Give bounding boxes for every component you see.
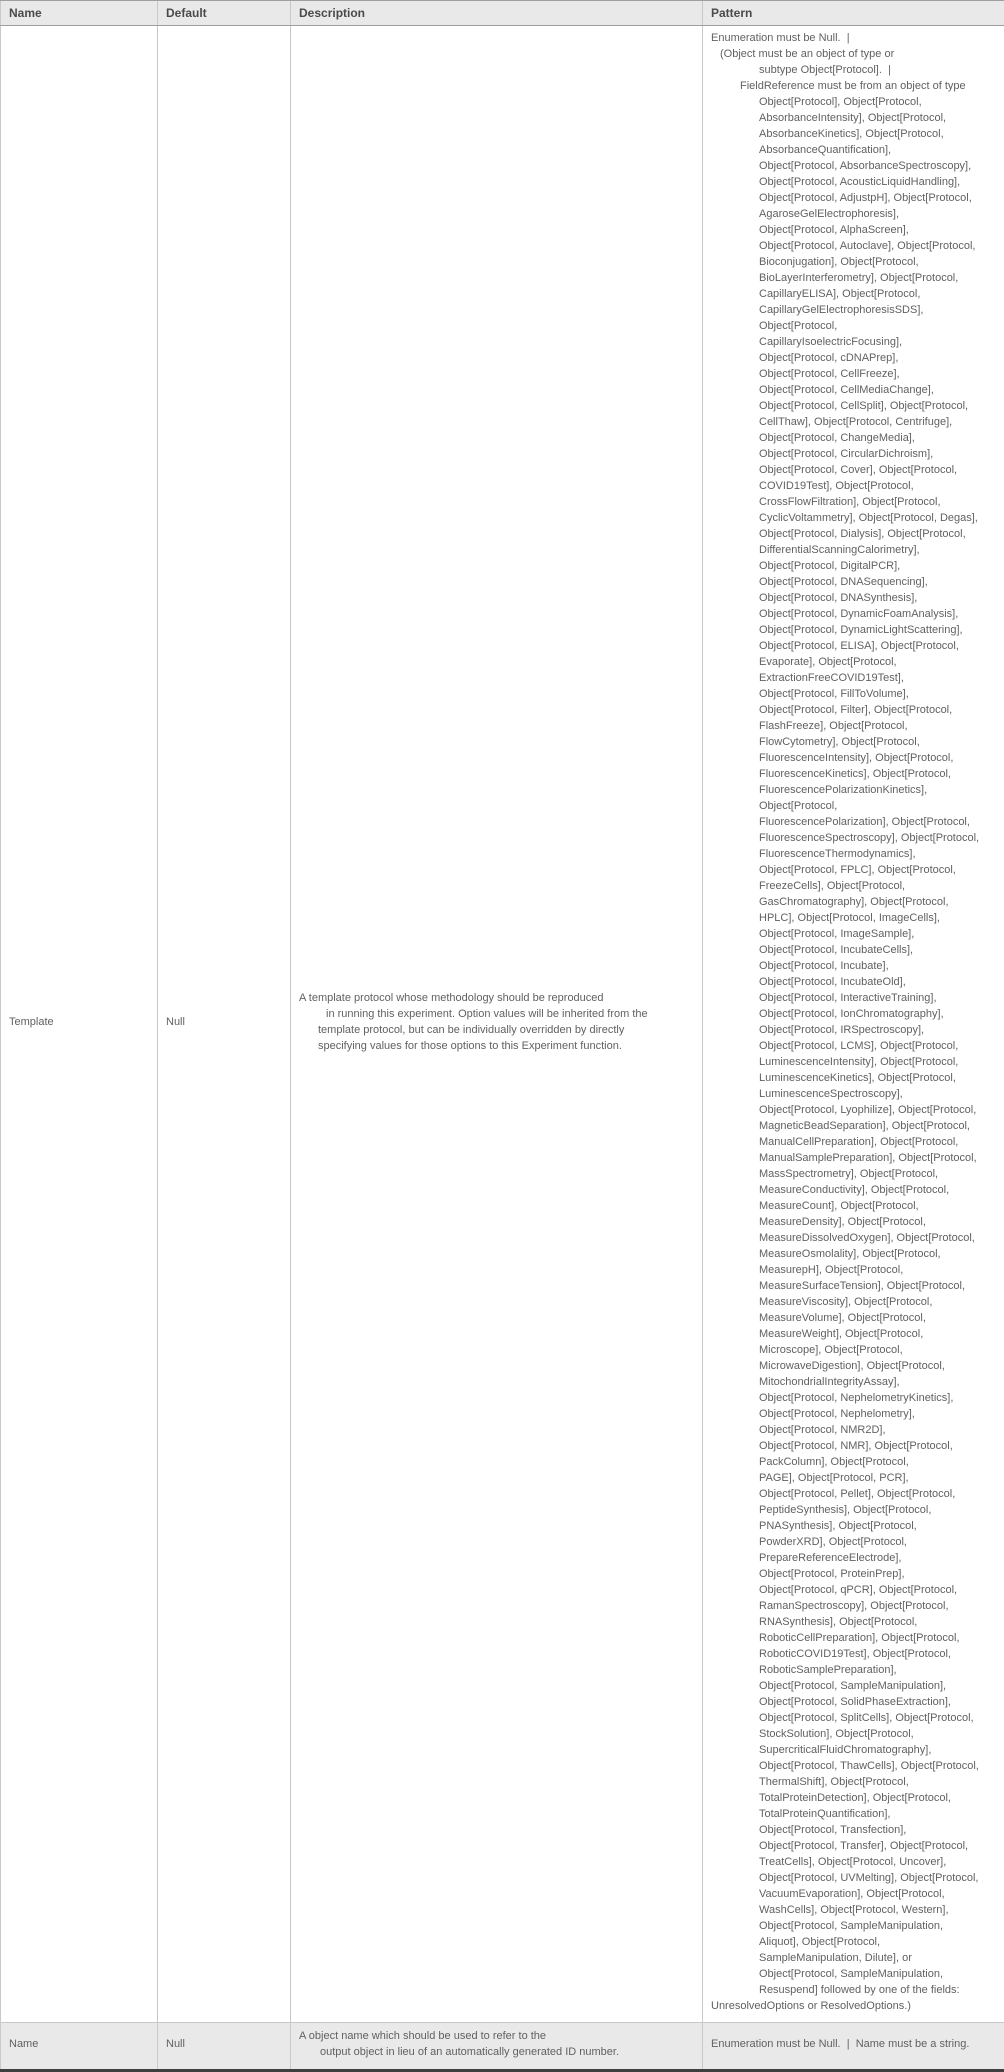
cell-option-name: [1, 26, 158, 2023]
option-name-text: Template: [9, 1016, 54, 1028]
table-row: [1, 26, 1004, 2023]
pattern-text: Enumeration must be Null. | Name must be a string.: [711, 2038, 970, 2050]
cell-description: [291, 26, 703, 2023]
cell-default-value: [158, 2023, 291, 2071]
cell-default-value: [158, 26, 291, 2023]
default-value-text: Null: [166, 1016, 185, 1028]
cell-option-name: [1, 2023, 158, 2071]
cell-pattern: [703, 2023, 1004, 2071]
option-name-text: Name: [9, 2038, 39, 2050]
cell-pattern: [703, 26, 1004, 2023]
column-header-pattern: Pattern: [703, 1, 1004, 26]
table-row: [1, 2023, 1004, 2071]
default-value-text: Null: [166, 2038, 185, 2050]
description-text: A object name which should be used to refer to the output object in lieu of an automatically generated ID number.: [299, 2030, 620, 2058]
column-header-description: Description: [291, 1, 703, 26]
cell-description: [291, 2023, 703, 2071]
description-text: A template protocol whose methodology should be reproduced in running this experiment. Option values will be inherited from the template protocol, but can be individually overridden by directly specifying values for those options to this Experiment function.: [299, 992, 648, 1052]
column-header-default: Default: [158, 1, 291, 26]
header-row: [1, 1, 1004, 26]
pattern-text: Enumeration must be Null. | (Object must be an object of type or subtype Object[Protocol]. | FieldReference must be from an object of type Object[Protocol], Object[Protocol, AbsorbanceIntensity], Object[Protocol, AbsorbanceKinetics], Object[Protocol, AbsorbanceQuantification], Object[Protocol, AbsorbanceSpectroscopy], Object[Protocol, AcousticLiquidHandling], Object[Protocol, AdjustpH], Object[Protocol, AgaroseGelElectrophoresis], Object[Protocol, AlphaScreen], Object[Protocol, Autoclave], Object[Protocol, Bioconjugation], Object[Protocol, BioLayerInterferometry], Object[Protocol, CapillaryELISA], Object[Protocol, CapillaryGelElectrophoresisSDS], Object[Protocol, CapillaryIsoelectricFocusing], Object[Protocol, cDNAPrep], Object[Protocol, CellFreeze], Object[Protocol, CellMediaChange], Object[Protocol, CellSplit], Object[Protocol, CellThaw], Object[Protocol, Centrifuge], Object[Protocol, ChangeMedia], Object[Protocol, CircularDichroism], Object[Protocol, Cover], Object[Protocol, COVID19Test], Object[Protocol, CrossFlowFiltration], Object[Protocol, CyclicVoltammetry], Object[Protocol, Degas], Object[Protocol, Dialysis], Object[Protocol, DifferentialScanningCalorimetry], Object[Protocol, DigitalPCR], Object[Protocol, DNASequencing], Object[Protocol, DNASynthesis], Object[Protocol, DynamicFoamAnalysis], Object[Protocol, DynamicLightScattering], Object[Protocol, ELISA], Object[Protocol, Evaporate], Object[Protocol, ExtractionFreeCOVID19Test], Object[Protocol, FillToVolume], Object[Protocol, Filter], Object[Protocol, FlashFreeze], Object[Protocol, FlowCytometry], Object[Protocol, FluorescenceIntensity], Object[Protocol, FluorescenceKinetics], Object[Protocol, FluorescencePolarizationKinetics], Object[Protocol, FluorescencePolarization], Object[Protocol, FluorescenceSpectroscopy], Object[Protocol, FluorescenceThermodynamics], Object[Protocol, FPLC], Object[Protocol, FreezeCells], Object[Protocol, GasChromatography], Object[Protocol, HPLC], Object[Protocol, ImageCells], Object[Protocol, ImageSample], Object[Protocol, IncubateCells], Object[Protocol, Incubate], Object[Protocol, IncubateOld], Object[Protocol, InteractiveTraining], Object[Protocol, IonChromatography], Object[Protocol, IRSpectroscopy], Object[Protocol, LCMS], Object[Protocol, LuminescenceIntensity], Object[Protocol, LuminescenceKinetics], Object[Protocol, LuminescenceSpectroscopy], Object[Protocol, Lyophilize], Object[Protocol, MagneticBeadSeparation], Object[Protocol, ManualCellPreparation], Object[Protocol, ManualSamplePreparation], Object[Protocol, MassSpectrometry], Object[Protocol, MeasureConductivity], Object[Protocol, MeasureCount], Object[Protocol, MeasureDensity], Object[Protocol, MeasureDissolvedOxygen], Object[Protocol, MeasureOsmolality], Object[Protocol, MeasurepH], Object[Protocol, MeasureSurfaceTension], Object[Protocol, MeasureViscosity], Object[Protocol, MeasureVolume], Object[Protocol, MeasureWeight], Object[Protocol, Microscope], Object[Protocol, MicrowaveDigestion], Object[Protocol, MitochondrialIntegrityAssay], Object[Protocol, NephelometryKinetics], Object[Protocol, Nephelometry], Object[Protocol, NMR2D], Object[Protocol, NMR], Object[Protocol, PackColumn], Object[Protocol, PAGE], Object[Protocol, PCR], Object[Protocol, Pellet], Object[Protocol, PeptideSynthesis], Object[Protocol, PNASynthesis], Object[Protocol, PowderXRD], Object[Protocol, PrepareReferenceElectrode], Object[Protocol, ProteinPrep], Object[Protocol, qPCR], Object[Protocol, RamanSpectroscopy], Object[Protocol, RNASynthesis], Object[Protocol, RoboticCellPreparation], Object[Protocol, RoboticCOVID19Test], Object[Protocol, RoboticSamplePreparation], Object[Protocol, SampleManipulation], Object[Protocol, SolidPhaseExtraction], Object[Protocol, SplitCells], Object[Protocol, StockSolution], Object[Protocol, SupercriticalFluidChromatography], Object[Protocol, ThawCells], Object[Protocol, ThermalShift], Object[Protocol, TotalProteinDetection], Object[Protocol, TotalProteinQuantification], Object[Protocol, Transfection], Object[Protocol, Transfer], Object[Protocol, TreatCells], Object[Protocol, Uncover], Object[Protocol, UVMelting], Object[Protocol, VacuumEvaporation], Object[Protocol, WashCells], Object[Protocol, Western], Object[Protocol, SampleManipulation, Aliquot], Object[Protocol, SampleManipulation, Dilute], or Object[Protocol, SampleManipulation, Resuspend] followed by one of the fields: UnresolvedOptions or ResolvedOptions.): [711, 32, 980, 2012]
column-header-name: Name: [1, 1, 158, 26]
